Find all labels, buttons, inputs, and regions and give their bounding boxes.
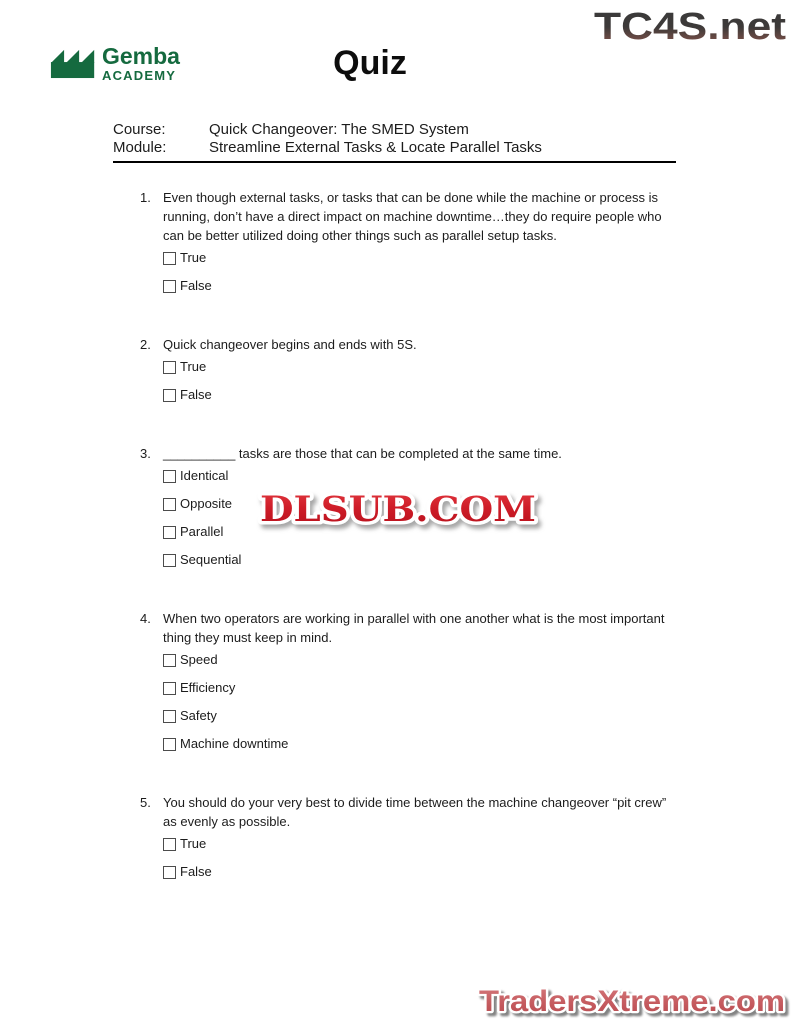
option-label: True xyxy=(180,836,207,851)
option-false[interactable] xyxy=(163,279,679,293)
question-4 xyxy=(113,609,679,765)
option-label: Safety xyxy=(180,708,217,723)
checkbox[interactable] xyxy=(163,389,176,402)
option-speed[interactable] xyxy=(163,653,679,667)
question-body xyxy=(163,335,679,416)
course-info xyxy=(113,121,676,163)
option-false[interactable] xyxy=(163,388,679,402)
checkbox[interactable] xyxy=(163,526,176,539)
checkbox[interactable] xyxy=(163,866,176,879)
checkbox[interactable] xyxy=(163,682,176,695)
questions xyxy=(113,188,679,921)
option-label: Identical xyxy=(180,468,229,483)
logo-subtitle: ACADEMY xyxy=(102,68,177,83)
option-true[interactable] xyxy=(163,837,679,851)
question-number: 5. xyxy=(140,795,151,810)
checkbox[interactable] xyxy=(163,252,176,265)
option-label: Machine downtime xyxy=(180,736,289,751)
question-number: 1. xyxy=(140,190,151,205)
checkbox[interactable] xyxy=(163,738,176,751)
course-value: Quick Changeover: The SMED System xyxy=(209,121,469,138)
options xyxy=(163,251,679,293)
module-row xyxy=(113,139,676,157)
option-true[interactable] xyxy=(163,360,679,374)
option-identical[interactable] xyxy=(163,469,679,483)
question-number: 4. xyxy=(140,611,151,626)
option-efficiency[interactable] xyxy=(163,681,679,695)
watermark-center xyxy=(252,482,544,539)
module-label: Module: xyxy=(113,139,167,156)
checkbox[interactable] xyxy=(163,361,176,374)
checkbox[interactable] xyxy=(163,710,176,723)
checkbox[interactable] xyxy=(163,280,176,293)
page-title: Quiz xyxy=(333,44,407,82)
option-label: True xyxy=(180,250,207,265)
question-text: __________ tasks are those that can be completed at the same time. xyxy=(163,446,562,461)
option-safety[interactable] xyxy=(163,709,679,723)
question-text: Quick changeover begins and ends with 5S. xyxy=(163,337,417,352)
question-text: Even though external tasks, or tasks that can be done while the machine or process is running, don’t have a direct impact on machine downtime…they do require people who can be better utilized doing other things such as parallel setup tasks. xyxy=(163,190,662,243)
checkbox[interactable] xyxy=(163,554,176,567)
checkbox[interactable] xyxy=(163,838,176,851)
module-value: Streamline External Tasks & Locate Parallel Tasks xyxy=(209,139,542,156)
option-label: False xyxy=(180,387,212,402)
question-body xyxy=(163,793,679,893)
option-true[interactable] xyxy=(163,251,679,265)
question-5 xyxy=(113,793,679,893)
question-body xyxy=(163,609,679,765)
question-number: 3. xyxy=(140,446,151,461)
checkbox[interactable] xyxy=(163,498,176,511)
options xyxy=(163,653,679,751)
course-label: Course: xyxy=(113,121,166,138)
question-1 xyxy=(113,188,679,307)
option-label: Parallel xyxy=(180,524,224,539)
option-label: False xyxy=(180,278,212,293)
question-body xyxy=(163,188,679,307)
option-label: True xyxy=(180,359,207,374)
logo-name: Gemba xyxy=(102,43,180,69)
question-2 xyxy=(113,335,679,416)
checkbox[interactable] xyxy=(163,654,176,667)
option-sequential[interactable] xyxy=(163,553,679,567)
option-label: Speed xyxy=(180,652,218,667)
question-text: When two operators are working in parallel with one another what is the most important thing they must keep in mind. xyxy=(163,611,665,645)
option-label: Opposite xyxy=(180,496,233,511)
option-false[interactable] xyxy=(163,865,679,879)
question-number: 2. xyxy=(140,337,151,352)
options xyxy=(163,360,679,402)
option-label: Efficiency xyxy=(180,680,236,695)
course-row xyxy=(113,121,676,139)
watermark-bottom-text: TradersXtreme.com xyxy=(479,985,785,1018)
checkbox[interactable] xyxy=(163,470,176,483)
watermark-top-right xyxy=(591,1,789,54)
option-label: False xyxy=(180,864,212,879)
options xyxy=(163,837,679,879)
watermark-top-text: TC4S.net xyxy=(594,6,787,48)
watermark-bottom-right xyxy=(473,980,791,1027)
question-text: You should do your very best to divide time between the machine changeover “pit crew” as evenly as possible. xyxy=(163,795,667,829)
watermark-center-text: DLSUB.COM xyxy=(260,489,536,530)
option-label: Sequential xyxy=(180,552,242,567)
option-machine-downtime[interactable] xyxy=(163,737,679,751)
